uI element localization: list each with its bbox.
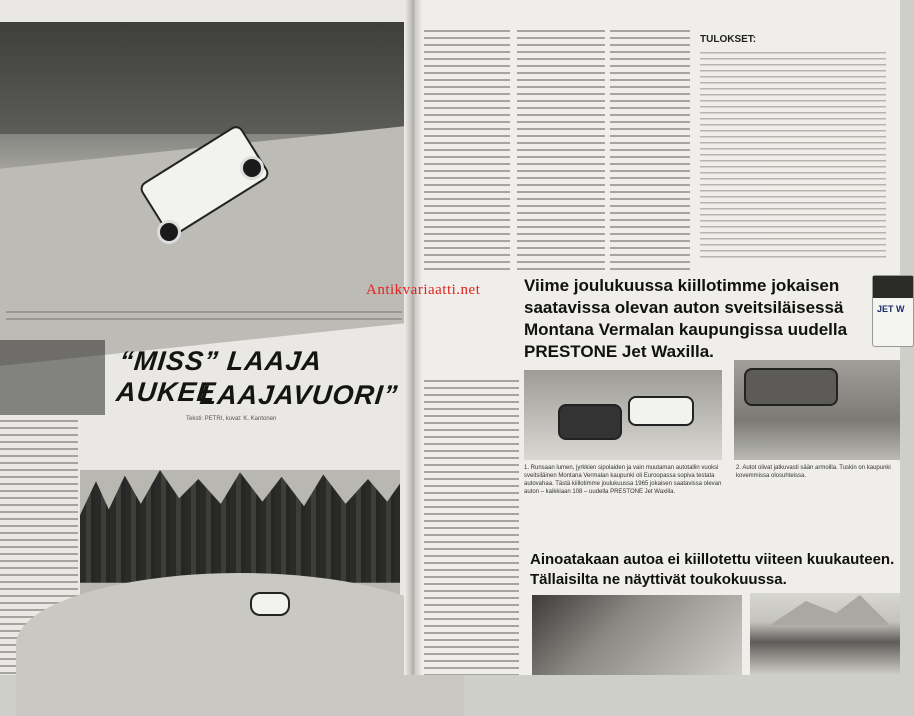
parked-cars-photo [524, 370, 722, 460]
parked-car [558, 404, 622, 440]
car-wheel [240, 156, 264, 180]
forest-treeline [80, 470, 400, 583]
results-title: TULOKSET: [700, 34, 756, 45]
ad-intro-line4: PRESTONE Jet Waxilla. [524, 342, 714, 362]
article-text-column [424, 30, 510, 270]
hand-on-car-photo [532, 595, 742, 675]
parked-car [628, 396, 694, 426]
article-text-column [517, 30, 605, 270]
ad-intro-line3: Montana Vermalan kaupungissa uudella [524, 320, 847, 340]
article-headline-line1: “MISS” LAAJA AUKEE [115, 346, 416, 408]
ad-headline2-line1: Ainoatakaan autoa ei kiillotettu viiteen kuukauteen. [530, 550, 894, 570]
ad-headline2-line2: Tällaisilta ne näyttivät toukokuussa. [530, 570, 787, 590]
mountain-town-photo [750, 593, 900, 675]
ad-intro-line2: saatavissa olevan auton sveitsiläisessä [524, 298, 843, 318]
ad-caption-1: 1. Runsaan lumen, jyrkkien sipolaiden ja vain muutaman autotallin vuoksi sveitsiläinen Montana Vermalan kaupunki oli Euroopassa sopiva testata autovahaa. Tästä kiillotimme joulukuussa 1965 jokaisen saatavissa olevan auton – kaikkiaan 108 – uudella PRESTONE Jet Waxilla. [524, 464, 722, 534]
prestone-jar-image [872, 275, 914, 347]
jar-lid [873, 276, 913, 298]
article-headline-line2: LAAJAVUORI” [198, 380, 399, 411]
intro-text-block [0, 340, 105, 415]
jar-label: JET W [877, 304, 905, 314]
ad-caption-2: 2. Autot olivat jatkuvasti sään armoilla. Tuskin on kaupunki kovemmissa olosuhteissa. [736, 464, 896, 494]
newspaper-left-page [0, 0, 412, 675]
article-byline: Teksti: PETRI, kuvat: K. Kantonen [186, 416, 276, 422]
results-table [700, 52, 886, 262]
photo-caption-line [6, 311, 402, 325]
ad-intro-line1: Viime joulukuussa kiillotimme jokaisen [524, 276, 839, 296]
gravel-road [16, 573, 464, 716]
snowy-car [744, 368, 838, 406]
watermark-text: Antikvariaatti.net [366, 282, 480, 299]
page-fold [404, 0, 422, 675]
rally-car-jump-photo [0, 22, 404, 302]
article-text-column [610, 30, 690, 270]
forest-rally-photo [80, 470, 400, 675]
mountain-silhouette [770, 595, 890, 625]
car-wheel [157, 220, 181, 244]
article-text-column [424, 380, 519, 675]
small-rally-car [250, 592, 290, 616]
snowy-cars-photo [734, 360, 900, 460]
